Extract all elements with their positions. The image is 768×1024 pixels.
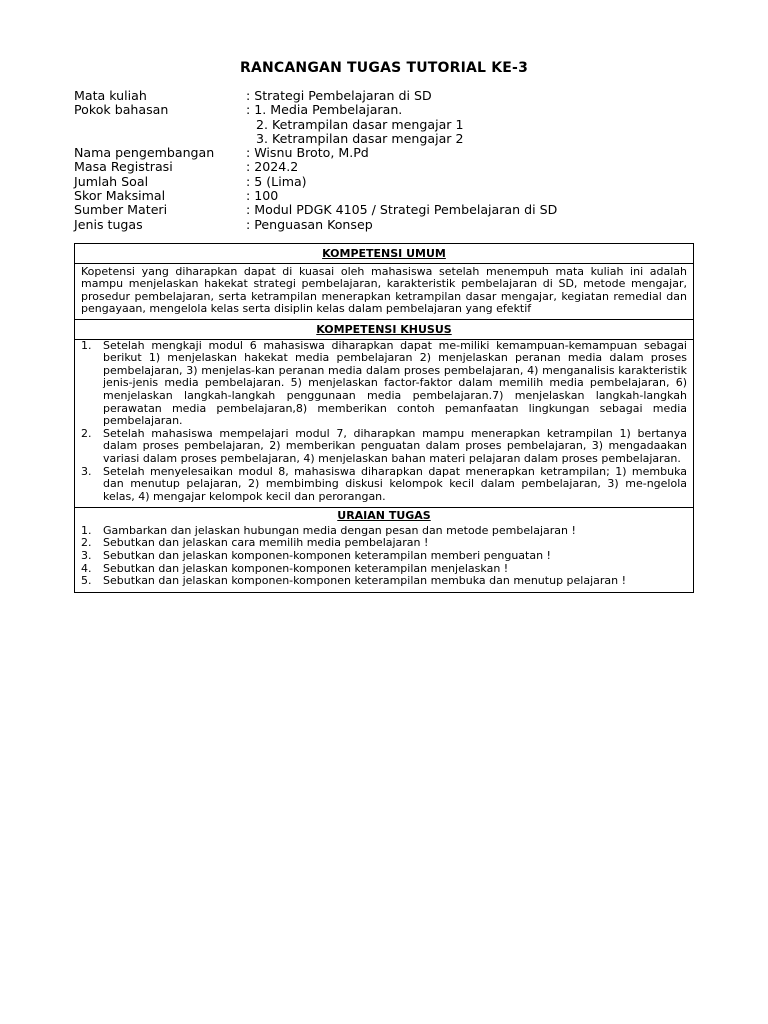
meta-value: : 2024.2 — [246, 159, 299, 175]
item-text: Sebutkan dan jelaskan komponen-komponen keterampilan membuka dan menutup pelajaran ! — [103, 574, 627, 588]
meta-row-mata-kuliah — [74, 89, 557, 103]
meta-value-extra: 3. Ketrampilan dasar mengajar 2 — [256, 130, 464, 146]
meta-label: Pokok bahasan — [74, 102, 169, 118]
meta-label: Skor Maksimal — [74, 188, 166, 204]
meta-value: : 5 (Lima) — [246, 173, 307, 189]
item-text: Gambarkan dan jelaskan hubungan media dengan pesan dan metode pembelajaran ! — [103, 523, 576, 537]
meta-value: : 100 — [246, 188, 279, 204]
uraian-tugas-heading: URAIAN TUGAS — [337, 509, 431, 523]
kompetensi-umum-heading: KOMPETENSI UMUM — [322, 247, 446, 260]
meta-value-group — [246, 103, 463, 146]
item-number: 2. — [81, 536, 92, 550]
meta-value: : 1. Media Pembelajaran. — [246, 102, 403, 118]
item-number: 4. — [81, 561, 92, 575]
meta-value: : Wisnu Broto, M.Pd — [246, 145, 369, 161]
uraian-tugas-section — [75, 508, 693, 592]
uraian-tugas-list — [75, 525, 693, 592]
meta-value: : Modul PDGK 4105 / Strategi Pembelajaran di SD — [246, 202, 558, 218]
kompetensi-khusus-section — [75, 320, 693, 507]
meta-label: Jumlah Soal — [74, 173, 149, 189]
meta-label: Nama pengembangan — [74, 145, 215, 161]
item-text: Sebutkan dan jelaskan cara memilih media pembelajaran ! — [103, 536, 429, 550]
list-item — [81, 550, 687, 563]
item-number: 1. — [81, 338, 92, 352]
item-number: 2. — [81, 426, 92, 440]
metadata-block — [74, 89, 557, 232]
item-number: 1. — [81, 523, 92, 537]
list-item — [81, 340, 687, 428]
competency-table — [74, 243, 694, 593]
document-title: RANCANGAN TUGAS TUTORIAL KE-3 — [239, 60, 529, 76]
item-text: Setelah mahasiswa mempelajari modul 7, diharapkan mampu menerapkan ketrampilan 1) bertanya dalam proses pembelajaran, 2) memberikan penguatan dalam proses pembelajaran, 3) mengadaakan variasi dalam proses pembelajaran, 4) menjelaskan bahan materi pelajaran dalam proses pembelajaran. — [103, 426, 687, 465]
meta-value-extra: 2. Ketrampilan dasar mengajar 1 — [256, 116, 464, 132]
item-text: Setelah mengkaji modul 6 mahasiswa diharapkan dapat me-miliki kemampuan-kemampuan sebagai berikut 1) menjelaskan hakekat media pembelajaran 2) menjelaskan peranan media dalam proses pembelajaran, 3) menjelas-kan peranan media dalam proses pembelajaran, 4) menganalisis karakteristik jenis-jenis media pembelajaran. 5) menjelaskan factor-faktor dalam memilih media pembelajaran, 6) menjelaskan langkah-langkah penggunaan media pembelajaran.7) menjelaskan langkah-langkah perawatan media pembelajaran,8) memberikan contoh pemanfaatan lingkungan sebagai media pembelajaran. — [103, 338, 687, 428]
meta-row-jumlah-soal — [74, 175, 557, 189]
meta-row-nama-pengembangan — [74, 146, 557, 160]
meta-row-sumber-materi — [74, 203, 557, 217]
meta-row-jenis-tugas — [74, 218, 557, 232]
meta-label: Masa Registrasi — [74, 159, 173, 175]
item-text: Setelah menyelesaikan modul 8, mahasiswa diharapkan dapat menerapkan ketrampilan; 1) membuka dan menutup pelajaran, 2) membimbing diskusi kelompok kecil dalam pembelajaran, 3) me-ngelola kelas, 4) mengajar kelompok kecil dan perorangan. — [103, 464, 687, 503]
item-number: 3. — [81, 464, 92, 478]
meta-row-masa-registrasi — [74, 160, 557, 174]
meta-label: Jenis tugas — [74, 216, 143, 232]
meta-row-skor-maksimal — [74, 189, 557, 203]
kompetensi-umum-section — [75, 244, 693, 319]
meta-label: Sumber Materi — [74, 202, 168, 218]
meta-label: Mata kuliah — [74, 88, 147, 103]
item-number: 3. — [81, 549, 92, 563]
kompetensi-khusus-list — [75, 340, 693, 508]
meta-value: : Strategi Pembelajaran di SD — [246, 88, 432, 103]
meta-value: : Penguasan Konsep — [246, 216, 373, 232]
item-number: 5. — [81, 574, 92, 588]
list-item — [81, 575, 687, 588]
meta-row-pokok-bahasan — [74, 103, 557, 146]
item-text: Sebutkan dan jelaskan komponen-komponen keterampilan menjelaskan ! — [103, 561, 509, 575]
list-item — [81, 428, 687, 466]
kompetensi-umum-text: Kopetensi yang diharapkan dapat di kuasai oleh mahasiswa setelah menempuh mata kuliah ini adalah mampu menjelaskan hakekat strategi pembelajaran, karakteristik pembelajaran di SD, metode mengajar, prosedur pembelajaran, serta ketrampilan menerapkan ketrampilan dasar mengajar, kegiatan remedial dan pengayaan, mengelola kelas serta disiplin kelas dalam pembelajaran yang efektif — [81, 264, 687, 316]
list-item — [81, 466, 687, 504]
kompetensi-khusus-heading: KOMPETENSI KHUSUS — [316, 322, 452, 336]
item-text: Sebutkan dan jelaskan komponen-komponen keterampilan memberi penguatan ! — [103, 549, 551, 563]
